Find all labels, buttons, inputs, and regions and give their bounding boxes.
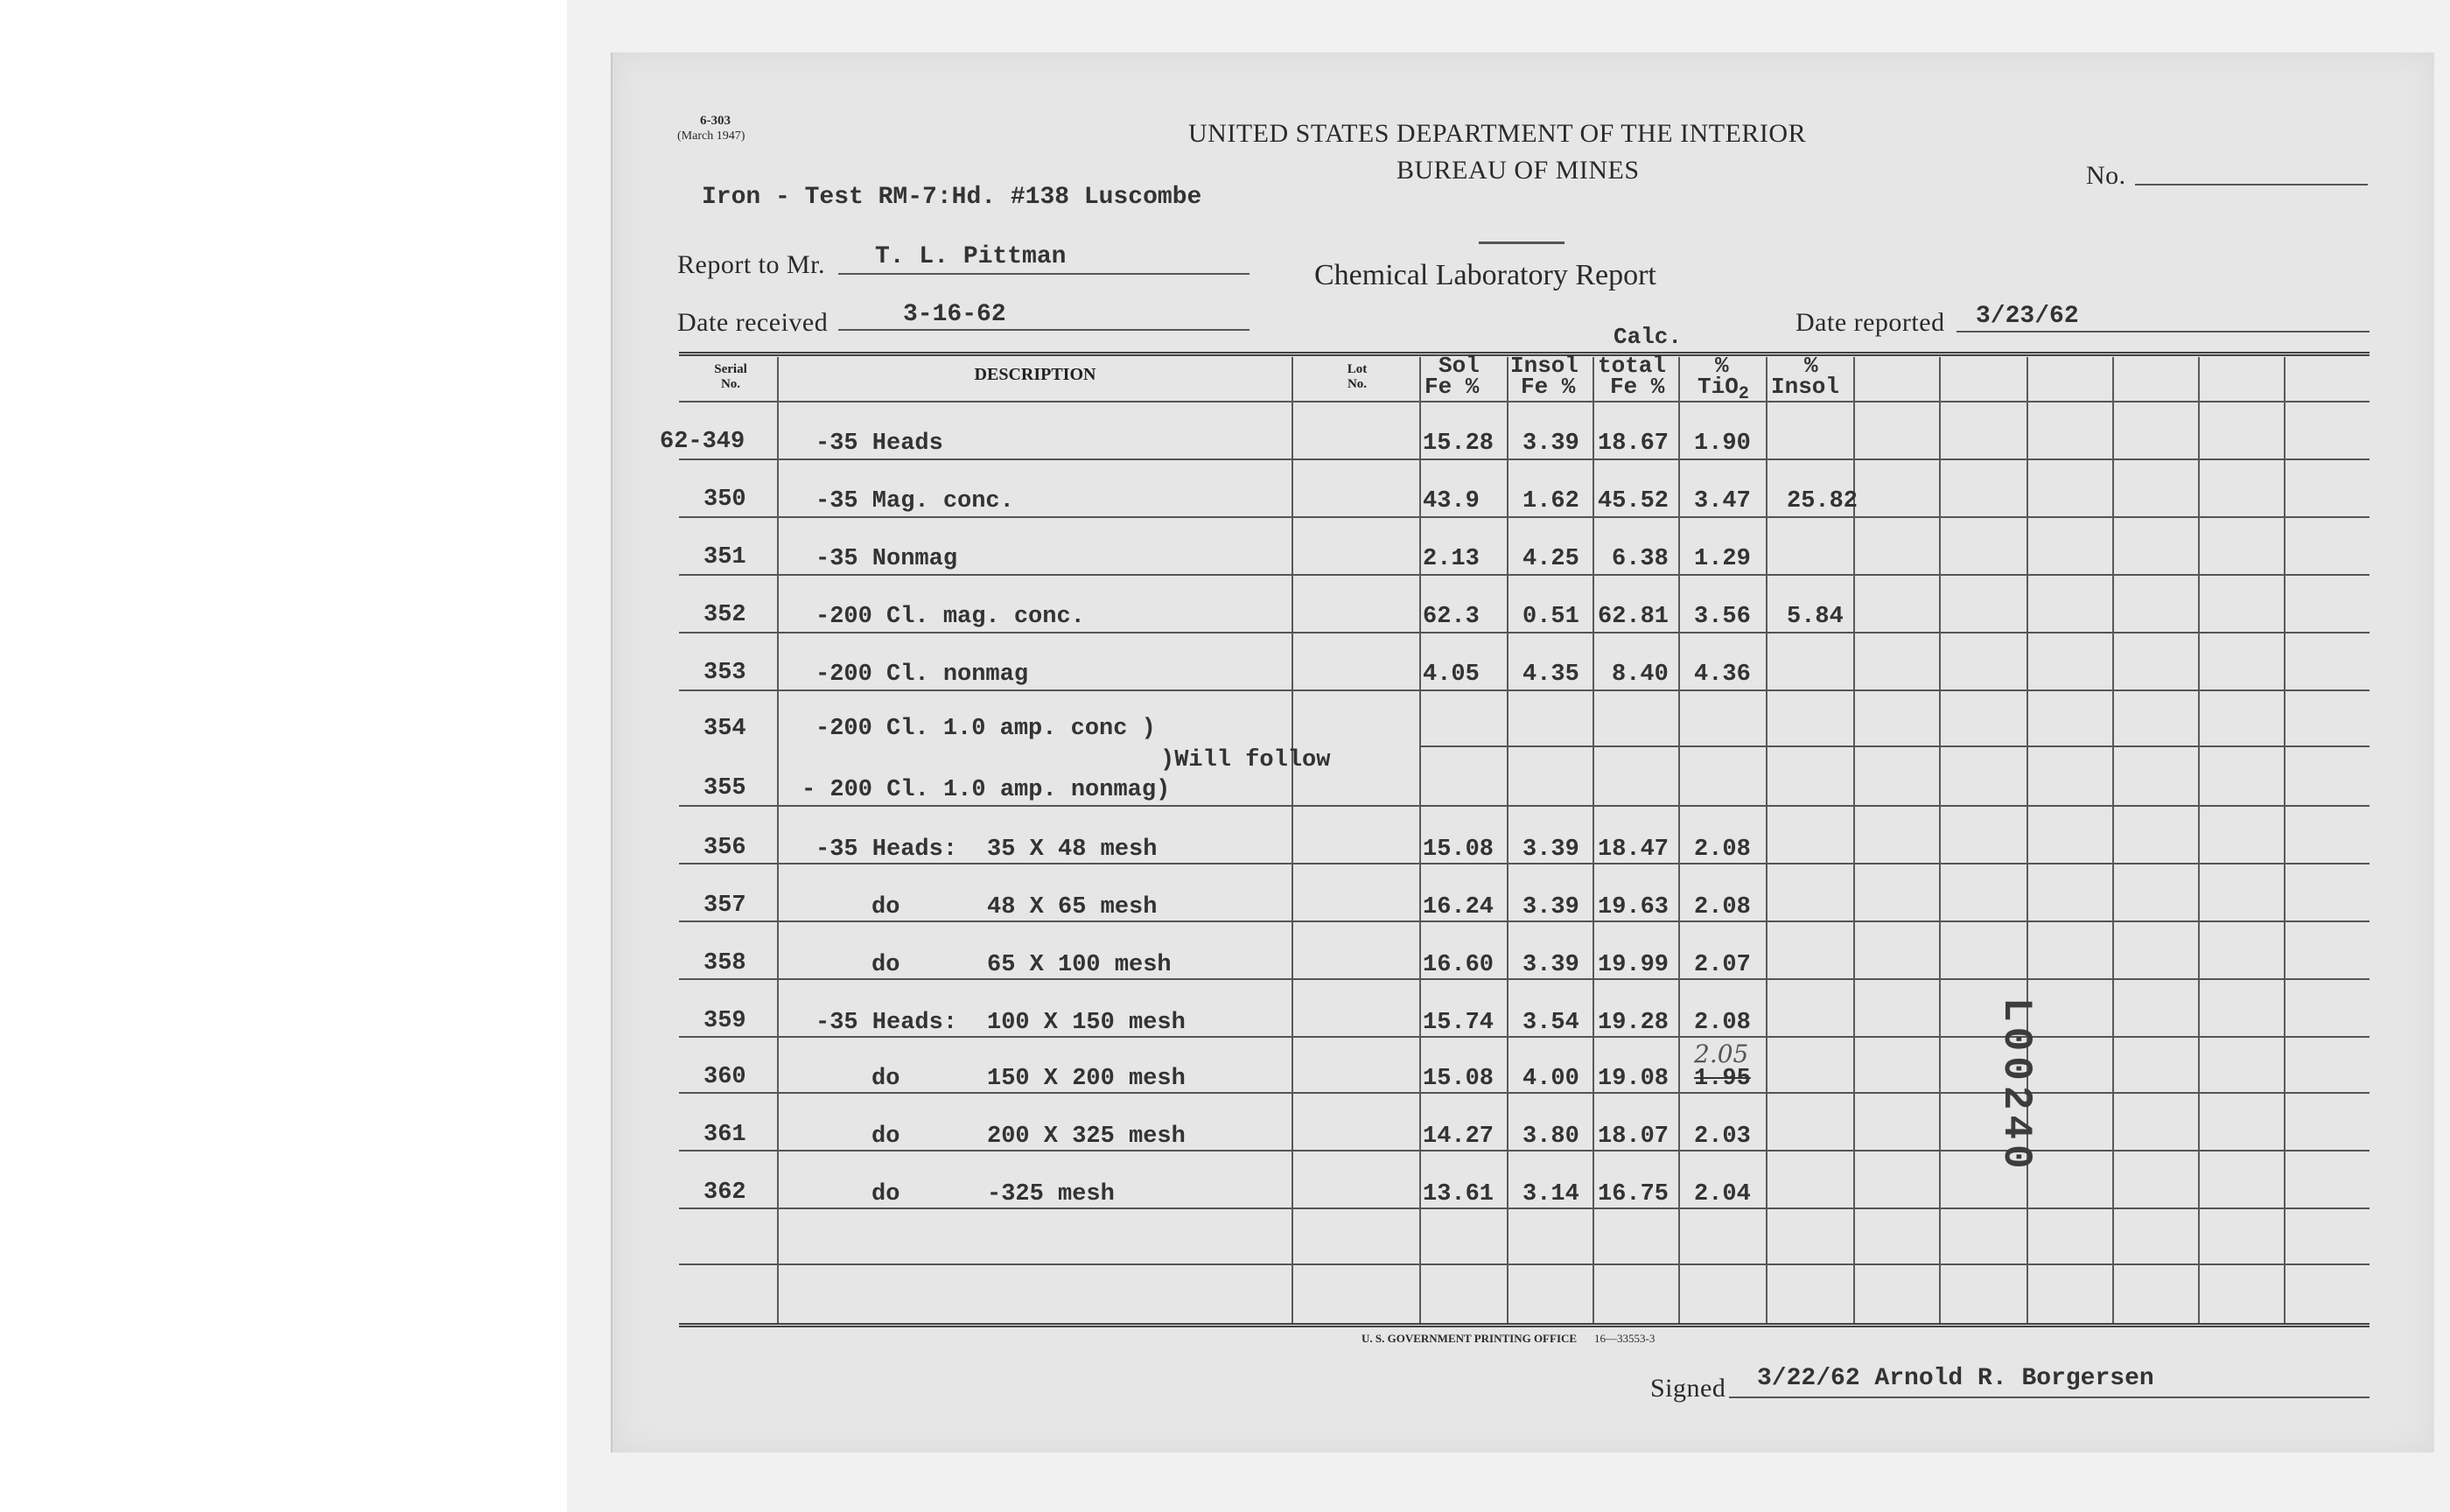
insol-fe: 1.62: [1522, 488, 1579, 514]
col-divider: [1766, 357, 1768, 1323]
row-rule: [679, 863, 2370, 864]
row-rule: [679, 574, 2370, 576]
will-follow-note: )Will follow: [1160, 747, 1331, 774]
row-rule: [679, 1150, 2370, 1152]
row-rule: [679, 1208, 2370, 1209]
insol-fe: 4.35: [1522, 662, 1579, 688]
sol-fe: 14.27: [1423, 1124, 1494, 1150]
description: -35 Mag. conc.: [816, 488, 1014, 514]
description: -35 Nonmag: [816, 546, 958, 572]
pct-insol: 25.82: [1787, 488, 1858, 514]
description: -35 Heads:: [816, 1010, 958, 1036]
tio2: 2.08: [1694, 894, 1751, 920]
printer-code: 16—33553-3: [1594, 1332, 1656, 1345]
total-fe: 18.07: [1598, 1124, 1670, 1150]
insol-fe: 3.80: [1522, 1124, 1579, 1150]
description: -35 Heads:: [816, 836, 958, 863]
col-header-tio2: % TiO$_2$: [1698, 353, 1749, 405]
total-fe: 16.75: [1598, 1181, 1670, 1208]
signature-line: [1729, 1396, 2370, 1398]
sol-fe: 15.28: [1423, 430, 1494, 457]
serial-no: 360: [704, 1064, 746, 1090]
row-rule: [679, 805, 2370, 807]
insol-fe: 4.25: [1522, 546, 1579, 572]
date-received-value: 3-16-62: [903, 301, 1006, 328]
tio2: 4.36: [1694, 662, 1751, 688]
col-divider: [2026, 357, 2028, 1323]
tio2: 1.29: [1694, 546, 1751, 572]
col-header-lot: Lot No.: [1347, 362, 1368, 391]
serial-no: 351: [704, 544, 746, 570]
col-divider: [2112, 357, 2114, 1323]
calc-label: Calc.: [1614, 324, 1683, 350]
mesh-size: 48 X 65 mesh: [987, 894, 1158, 920]
tio2: 2.04: [1694, 1181, 1751, 1208]
total-fe: 19.28: [1598, 1010, 1670, 1036]
date-reported-value: 3/23/62: [1976, 303, 2079, 330]
report-title: Chemical Laboratory Report: [1314, 259, 1656, 291]
mesh-size: 200 X 325 mesh: [987, 1124, 1186, 1150]
agency-title: UNITED STATES DEPARTMENT OF THE INTERIOR: [1188, 119, 1807, 148]
col-header-insol-fe: Insol Fe %: [1510, 353, 1579, 400]
no-field: [2135, 184, 2368, 186]
tio2: 3.47: [1694, 488, 1751, 514]
serial-no: 357: [704, 892, 746, 919]
insol-fe: 3.39: [1522, 894, 1579, 920]
col-divider: [777, 357, 779, 1323]
insol-fe: 3.39: [1522, 952, 1579, 978]
row-rule: [679, 978, 2370, 980]
col-header-description: DESCRIPTION: [974, 365, 1096, 384]
signed-label: Signed: [1650, 1374, 1726, 1403]
tio2: 3.56: [1694, 604, 1751, 630]
sol-fe: 4.05: [1423, 662, 1480, 688]
total-fe: 19.63: [1598, 894, 1670, 920]
sol-fe: 62.3: [1423, 604, 1480, 630]
col-divider: [1678, 357, 1680, 1323]
total-fe: 19.08: [1598, 1066, 1670, 1092]
handwritten-correction: 2.05: [1694, 1040, 1749, 1068]
table-header-rule: [679, 401, 2370, 402]
insol-fe: 4.00: [1522, 1066, 1579, 1092]
description: do: [872, 1124, 900, 1150]
sol-fe: 16.60: [1423, 952, 1494, 978]
description: do: [872, 894, 900, 920]
total-fe: 45.52: [1598, 488, 1670, 514]
total-fe: 6.38: [1612, 546, 1669, 572]
total-fe: 19.99: [1598, 952, 1670, 978]
mesh-size: 150 X 200 mesh: [987, 1066, 1186, 1092]
report-subject: Iron - Test RM-7:Hd. #138 Luscombe: [702, 184, 1202, 211]
col-header-serial: Serial No.: [714, 362, 747, 391]
archive-stamp: L00240: [1993, 998, 2039, 1174]
row-rule: [679, 690, 2370, 691]
description: -200 Cl. nonmag: [816, 662, 1029, 688]
row-rule: [679, 1264, 2370, 1265]
col-divider: [2198, 357, 2200, 1323]
signature-value: 3/22/62 Arnold R. Borgersen: [1757, 1365, 2154, 1392]
tio2: 1.90: [1694, 430, 1751, 457]
tio2: 2.08: [1694, 1010, 1751, 1036]
description: do: [872, 952, 900, 978]
sol-fe: 2.13: [1423, 546, 1480, 572]
insol-fe: 3.54: [1522, 1010, 1579, 1036]
date-received-line: [838, 329, 1250, 331]
description: -200 Cl. 1.0 amp. conc ): [816, 716, 1156, 742]
no-label: No.: [2086, 161, 2126, 190]
sol-fe: 13.61: [1423, 1181, 1494, 1208]
row-rule: [1419, 746, 2370, 747]
tio2: 2.08: [1694, 836, 1751, 863]
serial-no: 362: [704, 1180, 746, 1206]
serial-no: 361: [704, 1122, 746, 1148]
sol-fe: 43.9: [1423, 488, 1480, 514]
bureau-title: BUREAU OF MINES: [1396, 156, 1640, 185]
serial-no: 350: [704, 486, 746, 513]
description: - 200 Cl. 1.0 amp. nonmag): [802, 777, 1171, 803]
mesh-size: -325 mesh: [987, 1181, 1115, 1208]
col-divider: [2284, 357, 2286, 1323]
report-to-label: Report to Mr.: [677, 250, 825, 279]
col-divider: [1292, 357, 1293, 1323]
serial-no: 353: [704, 660, 746, 686]
report-to-line: [838, 273, 1250, 275]
description: -200 Cl. mag. conc.: [816, 604, 1085, 630]
date-reported-line: [1956, 331, 2370, 332]
mesh-size: 65 X 100 mesh: [987, 952, 1172, 978]
serial-no: 354: [704, 716, 746, 742]
row-rule: [679, 516, 2370, 518]
serial-no: 359: [704, 1008, 746, 1034]
col-header-sol-fe: Sol Fe %: [1424, 353, 1480, 400]
total-fe: 62.81: [1598, 604, 1670, 630]
form-edition: (March 1947): [677, 130, 746, 143]
tio2: 2.07: [1694, 952, 1751, 978]
total-fe: 18.67: [1598, 430, 1670, 457]
sol-fe: 15.08: [1423, 836, 1494, 863]
form-number: 6-303: [700, 114, 731, 128]
insol-fe: 3.14: [1522, 1181, 1579, 1208]
col-divider: [1939, 357, 1941, 1323]
date-received-label: Date received: [677, 308, 829, 337]
pct-insol: 5.84: [1787, 604, 1844, 630]
tio2-struck: 1.95: [1694, 1066, 1751, 1092]
serial-no: 62-349: [660, 429, 746, 455]
row-rule: [679, 920, 2370, 922]
col-divider: [1419, 357, 1421, 1323]
description: do: [872, 1181, 900, 1208]
sol-fe: 15.08: [1423, 1066, 1494, 1092]
sol-fe: 15.74: [1423, 1010, 1494, 1036]
serial-no: 356: [704, 835, 746, 861]
row-rule: [679, 1092, 2370, 1094]
insol-fe: 0.51: [1522, 604, 1579, 630]
serial-no: 358: [704, 950, 746, 976]
description: do: [872, 1066, 900, 1092]
mesh-size: 35 X 48 mesh: [987, 836, 1158, 863]
date-reported-label: Date reported: [1796, 308, 1945, 337]
col-divider: [1507, 357, 1508, 1323]
sol-fe: 16.24: [1423, 894, 1494, 920]
row-rule: [679, 1036, 2370, 1038]
insol-fe: 3.39: [1522, 836, 1579, 863]
row-rule: [679, 632, 2370, 634]
total-fe: 8.40: [1612, 662, 1669, 688]
printer-imprint: U. S. GOVERNMENT PRINTING OFFICE: [1362, 1332, 1578, 1345]
insol-fe: 3.39: [1522, 430, 1579, 457]
tio2: 2.03: [1694, 1124, 1751, 1150]
table-bottom-rule: [679, 1323, 2370, 1327]
col-header-pct-insol: % Insol: [1771, 353, 1840, 400]
description: -35 Heads: [816, 430, 943, 457]
col-divider: [1592, 357, 1594, 1323]
total-fe: 18.47: [1598, 836, 1670, 863]
row-rule: [679, 458, 2370, 460]
serial-no: 352: [704, 602, 746, 628]
mesh-size: 100 X 150 mesh: [987, 1010, 1186, 1036]
col-header-total-fe: total Fe %: [1598, 353, 1667, 400]
report-to-value: T. L. Pittman: [875, 243, 1067, 270]
title-rule: [1479, 242, 1564, 244]
serial-no: 355: [704, 775, 746, 802]
